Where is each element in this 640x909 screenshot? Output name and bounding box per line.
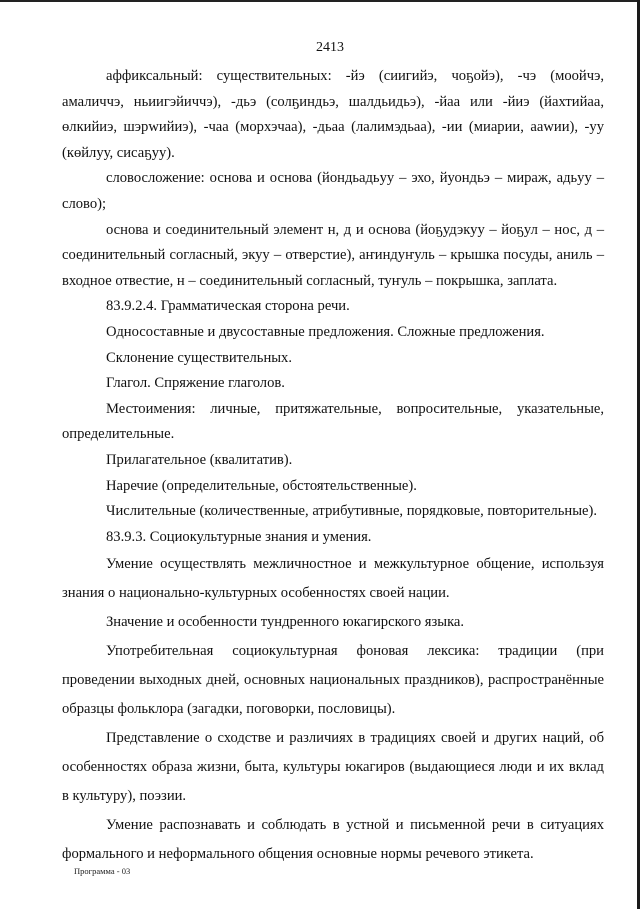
section-heading-grammar: 83.9.2.4. Грамматическая сторона речи. — [106, 298, 350, 315]
paragraph-intercultural: Умение осуществлять межличностное и межкультурное общение, используя знания о национально-культурных особенностях своей нации. — [62, 556, 604, 602]
paragraph-speech-etiquette: Умение распознавать и соблюдать в устной и письменной речи в ситуациях формального и неформального общения основные нормы речевого этикета. — [62, 817, 604, 863]
paragraph-language-significance: Значение и особенности тундренного юкагирского языка. — [106, 614, 465, 631]
paragraph-affixation: аффиксальный: существительных: -йэ (сиигийэ, чоҕойэ), -чэ (моойчэ, амаличчэ, ньиигэйиччэ), -дьэ (солҕиндьэ, шалдьидьэ), -йаа или -йиэ (йахтийаа, өлкийиэ, шэрwийиэ), -чаа (морхэчаа), -дьаа (лалимэдьаа), -ии (миарии, ааwии), -уу (көйлуу, сисаҕуу). — [62, 68, 604, 161]
scan-edge-top — [0, 0, 640, 2]
paragraph-pronouns: Местоимения: личные, притяжательные, вопросительные, указательные, определительные. — [62, 400, 604, 443]
paragraph-nouns: Склонение существительных. — [106, 349, 293, 366]
paragraph-adverbs: Наречие (определительные, обстоятельственные). — [106, 477, 417, 494]
paragraph-vocabulary: Употребительная социокультурная фоновая лексика: традиции (при проведении выходных дней, основных национальных праздников), распространённые образцы фольклора (загадки, поговорки, пословицы). — [62, 643, 604, 718]
paragraph-adjectives: Прилагательное (квалитатив). — [106, 451, 293, 468]
paragraph-compounding: словосложение: основа и основа (йондьадьуу – эхо, йуондьэ – мираж, адьуу – слово); — [62, 170, 604, 212]
body-text — [62, 64, 604, 869]
section-heading-sociocultural: 83.9.3. Социокультурные знания и умения. — [106, 528, 372, 545]
paragraph-traditions: Представление о сходстве и различиях в традициях своей и других наций, об особенностях образа жизни, быта, культуры юкагиров (выдающиеся люди и их вклад в культуру), поэзии. — [62, 730, 604, 805]
footer-program-label: Программа - 03 — [74, 866, 131, 876]
paragraph-sentences: Односоставные и двусоставные предложения. Сложные предложения. — [106, 323, 545, 340]
paragraph-verbs: Глагол. Спряжение глаголов. — [106, 375, 285, 392]
paragraph-connecting-element: основа и соединительный элемент н, д и основа (йоҕудэкуу – йоҕул – нос, д – соединительный согласный, экуу – отверстие), аҥиндуҥуль – крышка посуды, аниль – входное отвестие, н – соединительный согласный, туҥуль – покрышка, заплата. — [62, 221, 604, 289]
paragraph-numerals: Числительные (количественные, атрибутивные, порядковые, повторительные). — [106, 503, 597, 520]
page-number: 2413 — [316, 40, 344, 55]
